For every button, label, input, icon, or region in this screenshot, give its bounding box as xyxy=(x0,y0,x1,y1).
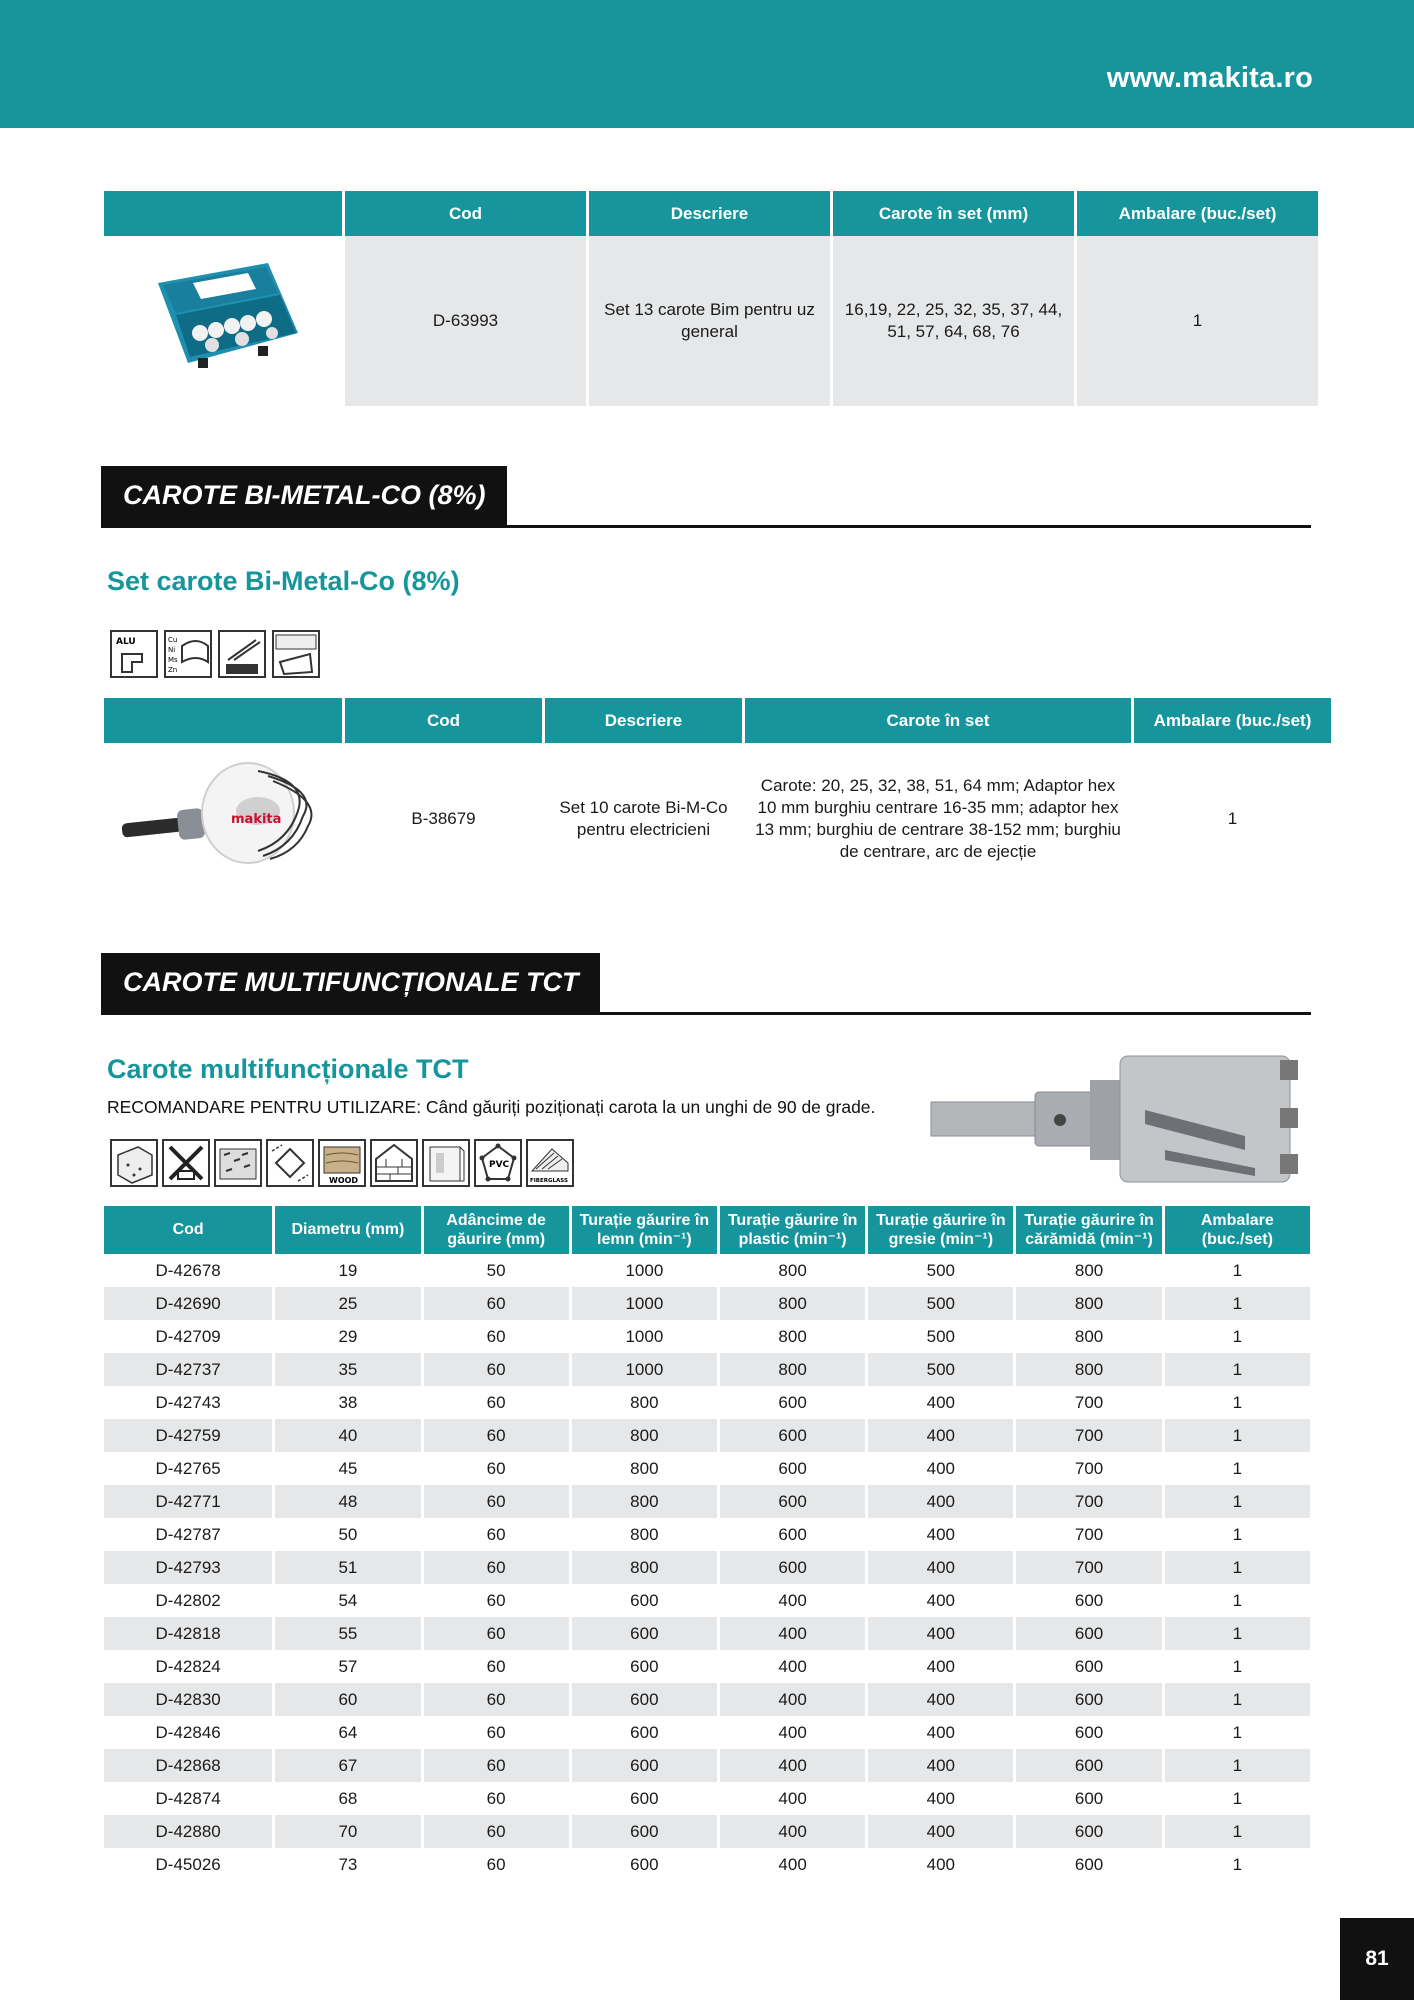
cell-cod: D-42709 xyxy=(155,1326,221,1346)
cell-plastic: 400 xyxy=(720,1683,865,1716)
cell-lemn: 600 xyxy=(572,1617,717,1650)
cell-plastic: 600 xyxy=(720,1485,865,1518)
cell-diametru: 57 xyxy=(338,1656,358,1676)
cell-plastic: 400 xyxy=(720,1749,865,1782)
svg-text:Ms: Ms xyxy=(168,656,178,664)
header-turatie-caramida: Turație găurire în cărămidă (min⁻¹) xyxy=(1016,1206,1161,1254)
cell-adancime: 60 xyxy=(424,1353,569,1386)
cell-adancime: 60 xyxy=(424,1485,569,1518)
cell-diametru: 38 xyxy=(338,1392,358,1412)
cell-caramida: 700 xyxy=(1074,1524,1104,1544)
table-row xyxy=(104,1518,1310,1551)
section-tct-tag: CAROTE MULTIFUNCȚIONALE TCT xyxy=(101,953,600,1012)
cell-caramida: 600 xyxy=(1016,1617,1161,1650)
table-row xyxy=(104,1353,1310,1386)
section-bimetal-bar xyxy=(101,466,1311,528)
cell-diametru: 50 xyxy=(338,1524,358,1544)
cell-caramida: 800 xyxy=(1016,1287,1161,1320)
makita-logo-text: makita xyxy=(231,811,282,827)
table-row xyxy=(104,1650,1310,1683)
cell-lemn: 600 xyxy=(630,1722,659,1742)
cell-cod: D-42802 xyxy=(155,1590,221,1610)
cell-ambalare: 1 xyxy=(1165,1815,1310,1848)
cell-ambalare: 1 xyxy=(1232,1854,1243,1874)
cell-cod: D-42787 xyxy=(155,1524,221,1544)
cell-gresie: 400 xyxy=(868,1551,1013,1584)
cell-adancime: 60 xyxy=(424,1815,569,1848)
row-carote: Carote: 20, 25, 32, 38, 51, 64 mm; Adaptor hex 10 mm burghiu centrare 16-35 mm; adaptor hex 13 mm; burghiu de centrare 38-152 mm; burghiu de centrare, arc de ejecție xyxy=(755,775,1121,862)
section-bimetal-tag: CAROTE BI-METAL-CO (8%) xyxy=(101,466,507,525)
table-row xyxy=(104,1683,1310,1716)
cell-ambalare: 1 xyxy=(1232,1458,1243,1478)
cell-gresie: 400 xyxy=(926,1458,956,1478)
cell-caramida: 600 xyxy=(1074,1854,1104,1874)
tct-material-icons xyxy=(110,1139,574,1187)
cell-gresie: 400 xyxy=(926,1590,956,1610)
cell-lemn: 600 xyxy=(572,1749,717,1782)
svg-text:WOOD: WOOD xyxy=(329,1176,359,1185)
cell-plastic: 400 xyxy=(720,1617,865,1650)
header-image-col xyxy=(104,698,342,743)
header-turatie-lemn: Turație găurire în lemn (min⁻¹) xyxy=(572,1206,717,1254)
header-descriere: Descriere xyxy=(589,191,830,236)
cell-ambalare: 1 xyxy=(1232,1788,1243,1808)
cell-gresie: 400 xyxy=(868,1485,1013,1518)
table-row xyxy=(104,1815,1310,1848)
product-image-holesaw xyxy=(104,743,342,895)
header-adancime: Adâncime de găurire (mm) xyxy=(424,1206,569,1254)
table-row xyxy=(104,1584,1310,1617)
cell-diametru: 67 xyxy=(275,1749,420,1782)
cell-ambalare: 1 xyxy=(1232,1524,1243,1544)
table-row xyxy=(104,1485,1310,1518)
table-row xyxy=(104,1386,1310,1419)
cell-adancime: 60 xyxy=(424,1617,569,1650)
cell-caramida: 600 xyxy=(1016,1683,1161,1716)
cell-lemn: 1000 xyxy=(572,1353,717,1386)
svg-text:PVC: PVC xyxy=(489,1160,510,1170)
cell-gresie: 400 xyxy=(868,1617,1013,1650)
header-turatie-plastic: Turație găurire în plastic (min⁻¹) xyxy=(720,1206,865,1254)
concrete-icon xyxy=(110,1139,158,1187)
cell-ambalare: 1 xyxy=(1165,1617,1310,1650)
top-banner xyxy=(0,0,1414,128)
cell-lemn: 1000 xyxy=(625,1260,664,1280)
cell-plastic: 800 xyxy=(778,1260,807,1280)
metal-icon xyxy=(218,630,266,678)
cell-diametru: 64 xyxy=(338,1722,358,1742)
cell-ambalare: 1 xyxy=(1232,1656,1243,1676)
cell-cod: D-42690 xyxy=(104,1287,272,1320)
cell-ambalare: 1 xyxy=(1165,1683,1310,1716)
row-descriere: Set 10 carote Bi-M-Co pentru electricieni xyxy=(559,797,728,839)
cell-lemn: 600 xyxy=(630,1788,659,1808)
product-image-case xyxy=(104,236,342,406)
row-ambalare: 1 xyxy=(1227,808,1238,828)
cell-adancime: 60 xyxy=(424,1287,569,1320)
cell-cod: D-42824 xyxy=(155,1656,221,1676)
header-ambalare: Ambalare (buc./set) xyxy=(1077,191,1318,236)
header-cod: Cod xyxy=(345,698,542,743)
cell-gresie: 500 xyxy=(868,1353,1013,1386)
cell-gresie: 400 xyxy=(926,1722,956,1742)
cell-gresie: 400 xyxy=(926,1524,956,1544)
cell-diametru: 40 xyxy=(275,1419,420,1452)
table-row xyxy=(104,1716,1310,1749)
table-row xyxy=(104,1320,1310,1353)
cell-cod: D-42771 xyxy=(104,1485,272,1518)
table-row xyxy=(104,1782,1310,1815)
cell-cod: D-42846 xyxy=(155,1722,221,1742)
cell-adancime: 60 xyxy=(424,1749,569,1782)
cell-diametru: 29 xyxy=(338,1326,358,1346)
svg-text:Cu: Cu xyxy=(168,636,178,644)
header-ambalare: Ambalare (buc./set) xyxy=(1165,1206,1310,1254)
cell-cod: D-42880 xyxy=(104,1815,272,1848)
cell-adancime: 60 xyxy=(424,1419,569,1452)
table-row xyxy=(104,1419,1310,1452)
cell-diametru: 70 xyxy=(275,1815,420,1848)
cell-caramida: 600 xyxy=(1016,1815,1161,1848)
cell-plastic: 400 xyxy=(778,1854,807,1874)
cell-diametru: 54 xyxy=(338,1590,358,1610)
cell-caramida: 700 xyxy=(1016,1485,1161,1518)
cell-diametru: 60 xyxy=(275,1683,420,1716)
cell-plastic: 600 xyxy=(720,1551,865,1584)
cell-gresie: 500 xyxy=(926,1260,956,1280)
no-hammer-icon xyxy=(162,1139,210,1187)
tct-subtitle: Carote multifuncționale TCT xyxy=(107,1054,469,1084)
cell-gresie: 400 xyxy=(868,1419,1013,1452)
row-carote: 16,19, 22, 25, 32, 35, 37, 44, 51, 57, 64, 68, 76 xyxy=(833,236,1074,406)
alu-icon xyxy=(110,630,158,678)
hole-saw-set-table xyxy=(101,191,1321,406)
cell-gresie: 400 xyxy=(926,1854,956,1874)
bimetal-set-table xyxy=(101,698,1334,895)
usage-recommendation: RECOMANDARE PENTRU UTILIZARE: Când găuriți poziționați carota la un unghi de 90 de grade. xyxy=(107,1097,876,1117)
cell-plastic: 600 xyxy=(778,1524,807,1544)
cell-caramida: 700 xyxy=(1016,1419,1161,1452)
cell-lemn: 1000 xyxy=(625,1326,664,1346)
cell-plastic: 400 xyxy=(778,1656,807,1676)
cell-cod: D-42874 xyxy=(155,1788,221,1808)
tile-icon xyxy=(266,1139,314,1187)
table-row xyxy=(104,1848,1310,1881)
cell-adancime: 60 xyxy=(486,1722,506,1742)
cell-ambalare: 1 xyxy=(1232,1722,1243,1742)
cell-lemn: 600 xyxy=(630,1854,659,1874)
cell-caramida: 700 xyxy=(1074,1458,1104,1478)
plasterboard-icon xyxy=(422,1139,470,1187)
header-descriere: Descriere xyxy=(545,698,742,743)
cell-diametru: 35 xyxy=(275,1353,420,1386)
cell-plastic: 800 xyxy=(720,1287,865,1320)
cell-cod: D-45026 xyxy=(155,1854,221,1874)
cell-adancime: 60 xyxy=(486,1788,506,1808)
cell-adancime: 60 xyxy=(486,1392,506,1412)
header-turatie-gresie: Turație găurire în gresie (min⁻¹) xyxy=(868,1206,1013,1254)
cell-cod: D-42759 xyxy=(104,1419,272,1452)
cell-diametru: 68 xyxy=(338,1788,358,1808)
cell-diametru: 25 xyxy=(275,1287,420,1320)
header-cod: Cod xyxy=(104,1206,272,1254)
bimetal-material-icons xyxy=(110,630,320,678)
table-row xyxy=(104,1452,1310,1485)
bimetal-holesaw-image xyxy=(108,751,338,881)
cell-gresie: 400 xyxy=(926,1656,956,1676)
cell-lemn: 600 xyxy=(572,1815,717,1848)
cell-caramida: 700 xyxy=(1074,1392,1104,1412)
cell-ambalare: 1 xyxy=(1165,1551,1310,1584)
row-descriere: Set 13 carote Bim pentru uz general xyxy=(589,236,830,406)
cell-ambalare: 1 xyxy=(1232,1326,1243,1346)
cell-caramida: 600 xyxy=(1074,1788,1104,1808)
cell-diametru: 51 xyxy=(275,1551,420,1584)
table-row xyxy=(104,1287,1310,1320)
cell-adancime: 60 xyxy=(486,1590,506,1610)
header-image-col xyxy=(104,191,342,236)
cell-lemn: 800 xyxy=(630,1392,659,1412)
brick-icon xyxy=(370,1139,418,1187)
cell-lemn: 600 xyxy=(572,1683,717,1716)
cell-cod: D-42818 xyxy=(104,1617,272,1650)
cell-plastic: 600 xyxy=(778,1392,807,1412)
cell-lemn: 800 xyxy=(630,1458,659,1478)
site-url[interactable]: www.makita.ro xyxy=(1106,62,1313,94)
cell-adancime: 60 xyxy=(424,1551,569,1584)
cell-cod: D-42765 xyxy=(155,1458,221,1478)
cell-gresie: 500 xyxy=(926,1326,956,1346)
svg-text:ALU: ALU xyxy=(116,637,136,647)
cell-diametru: 73 xyxy=(338,1854,358,1874)
cell-plastic: 600 xyxy=(720,1419,865,1452)
cell-ambalare: 1 xyxy=(1232,1590,1243,1610)
cell-ambalare: 1 xyxy=(1165,1419,1310,1452)
cell-cod: D-42868 xyxy=(104,1749,272,1782)
cell-diametru: 55 xyxy=(275,1617,420,1650)
cell-gresie: 400 xyxy=(868,1749,1013,1782)
cell-diametru: 45 xyxy=(338,1458,358,1478)
cell-adancime: 60 xyxy=(486,1458,506,1478)
cell-plastic: 400 xyxy=(778,1590,807,1610)
page-number: 81 xyxy=(1340,1918,1414,2000)
bimetal-subtitle: Set carote Bi-Metal-Co (8%) xyxy=(107,566,460,596)
svg-text:Zn: Zn xyxy=(168,666,178,674)
cell-plastic: 400 xyxy=(720,1815,865,1848)
cell-gresie: 400 xyxy=(868,1815,1013,1848)
alloy-metals-icon xyxy=(164,630,212,678)
header-diametru: Diametru (mm) xyxy=(275,1206,420,1254)
cell-cod: D-42830 xyxy=(104,1683,272,1716)
table-row xyxy=(104,1551,1310,1584)
cell-caramida: 700 xyxy=(1016,1551,1161,1584)
tct-table-body xyxy=(104,1254,1310,1881)
cell-ambalare: 1 xyxy=(1165,1485,1310,1518)
cell-plastic: 400 xyxy=(778,1722,807,1742)
cell-cod: D-42737 xyxy=(104,1353,272,1386)
cell-adancime: 60 xyxy=(486,1854,506,1874)
cell-cod: D-42793 xyxy=(104,1551,272,1584)
tct-spec-table xyxy=(101,1206,1313,1881)
section-tct-bar xyxy=(101,953,1311,1015)
table-row xyxy=(104,1749,1310,1782)
header-cod: Cod xyxy=(345,191,586,236)
cell-cod: D-42743 xyxy=(155,1392,221,1412)
cell-caramida: 600 xyxy=(1074,1656,1104,1676)
pvc-icon xyxy=(474,1139,522,1187)
cell-lemn: 800 xyxy=(572,1485,717,1518)
cell-ambalare: 1 xyxy=(1165,1287,1310,1320)
row-cod: B-38679 xyxy=(411,808,476,828)
cell-diametru: 19 xyxy=(338,1260,358,1280)
wood-icon xyxy=(318,1139,366,1187)
cell-lemn: 800 xyxy=(572,1419,717,1452)
cell-ambalare: 1 xyxy=(1232,1260,1243,1280)
cell-plastic: 800 xyxy=(778,1326,807,1346)
cell-adancime: 60 xyxy=(486,1524,506,1544)
cell-caramida: 800 xyxy=(1074,1260,1104,1280)
tct-header-row xyxy=(104,1206,1310,1254)
table-row xyxy=(104,1254,1310,1287)
cell-lemn: 600 xyxy=(630,1656,659,1676)
cell-lemn: 1000 xyxy=(572,1287,717,1320)
stainless-steel-icon xyxy=(272,630,320,678)
cell-ambalare: 1 xyxy=(1165,1353,1310,1386)
header-carote: Carote în set (mm) xyxy=(833,191,1074,236)
cell-caramida: 800 xyxy=(1016,1353,1161,1386)
cell-cod: D-42678 xyxy=(155,1260,221,1280)
cell-gresie: 500 xyxy=(868,1287,1013,1320)
cell-gresie: 400 xyxy=(926,1788,956,1808)
cell-ambalare: 1 xyxy=(1165,1749,1310,1782)
cell-caramida: 600 xyxy=(1016,1749,1161,1782)
cell-lemn: 800 xyxy=(630,1524,659,1544)
row-ambalare: 1 xyxy=(1077,236,1318,406)
cell-plastic: 400 xyxy=(778,1788,807,1808)
cell-ambalare: 1 xyxy=(1232,1392,1243,1412)
cell-caramida: 600 xyxy=(1074,1722,1104,1742)
cell-adancime: 60 xyxy=(486,1326,506,1346)
svg-text:FIBERGLASS: FIBERGLASS xyxy=(530,1178,568,1184)
cell-plastic: 800 xyxy=(720,1353,865,1386)
cell-caramida: 800 xyxy=(1074,1326,1104,1346)
cell-adancime: 60 xyxy=(424,1683,569,1716)
cell-gresie: 400 xyxy=(868,1683,1013,1716)
cell-plastic: 600 xyxy=(778,1458,807,1478)
table-row xyxy=(104,1617,1310,1650)
cell-adancime: 50 xyxy=(486,1260,506,1280)
header-ambalare: Ambalare (buc./set) xyxy=(1134,698,1331,743)
fiberglass-icon xyxy=(526,1139,574,1187)
stone-icon xyxy=(214,1139,262,1187)
tct-holesaw-image xyxy=(925,1050,1315,1190)
row-cod: D-63993 xyxy=(345,236,586,406)
svg-text:Ni: Ni xyxy=(168,646,176,654)
cell-adancime: 60 xyxy=(486,1656,506,1676)
cell-lemn: 600 xyxy=(630,1590,659,1610)
hole-saw-case-image xyxy=(138,253,308,383)
cell-diametru: 48 xyxy=(275,1485,420,1518)
cell-lemn: 800 xyxy=(572,1551,717,1584)
cell-gresie: 400 xyxy=(926,1392,956,1412)
header-carote: Carote în set xyxy=(745,698,1131,743)
cell-caramida: 600 xyxy=(1074,1590,1104,1610)
